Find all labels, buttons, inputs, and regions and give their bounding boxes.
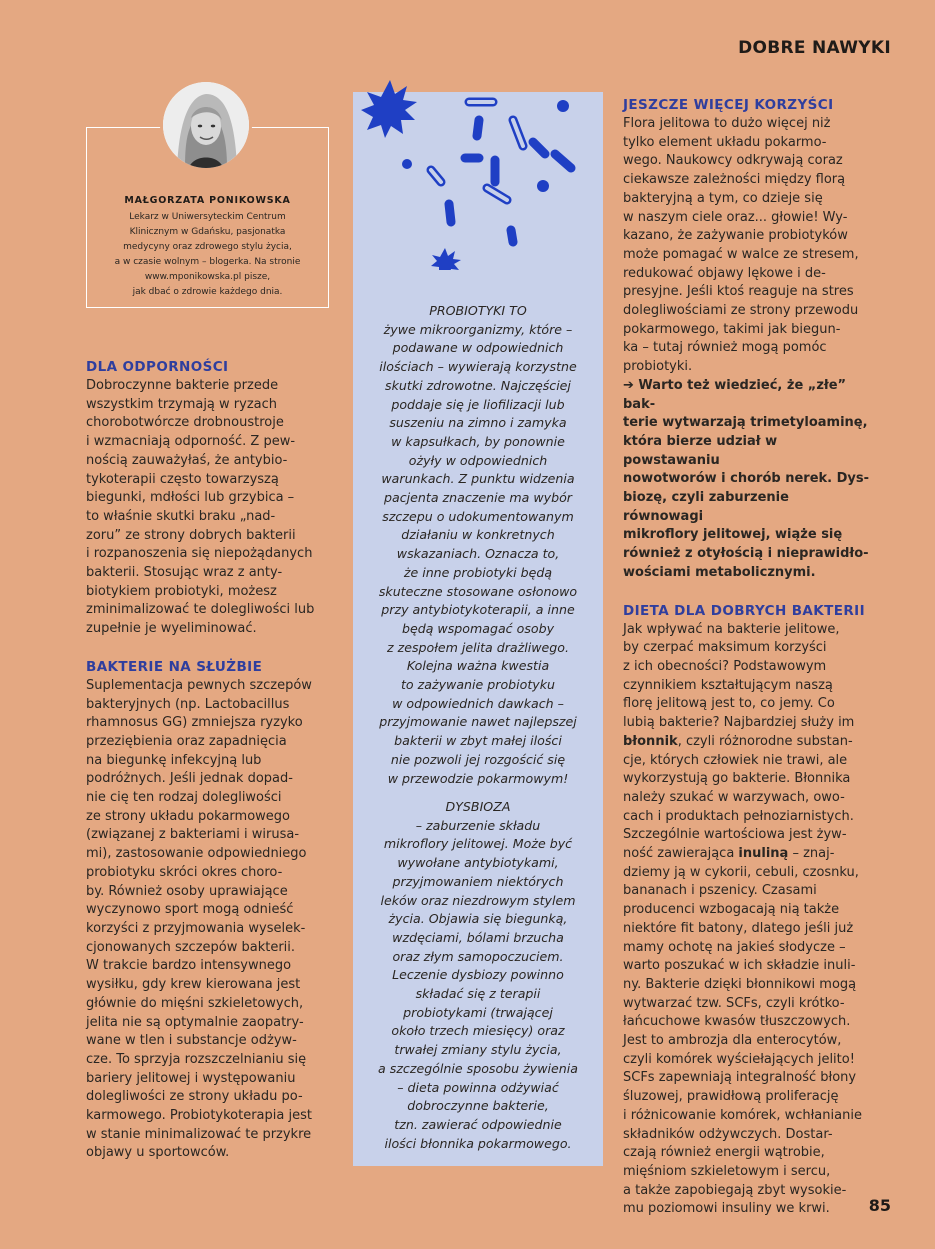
dieta-bold-inulina: inuliną xyxy=(738,846,789,862)
page-number: 85 xyxy=(868,1196,891,1215)
dieta-bold-blonnik: błonnik xyxy=(623,733,678,749)
rod-bacterium-icon xyxy=(533,142,545,154)
dieta-text-3: – znaj- dziemy ją w cykorii, cebuli, czosnku, bananach i pszenicy. Czasami producenci wzbogacają nią także niektóre fit batony, dlatego jeśli już mamy ochotę na jakieś słodycze – warto poszukać w ich składzie inuli- ny. Bakterie dzięki błonnikowi mogą wytwarzać tzw. SCFs, czyli krótko- łańcuchowe kwasów tłuszczowych. Jest to ambrozja dla enterocytów, czyli komórek wyściełających jelito! SCFs zapewniają integralność błony śluzowej, prawidłową proliferację i różnicowanie komórek, wchłanianie składników odżywczych. Dostar- czają również energii wątrobie, mięśniom szkieletowym i sercu, a także zapobiegają zbyt wysokie- mu poziomowi insuliny we krwi. xyxy=(623,846,862,1217)
paragraph-korzysci: Flora jelitowa to dużo więcej niż tylko element układu pokarmo- wego. Naukowcy odkrywają coraz ciekawsze zależności między florą bakteryjną a tym, co dzieje się w naszym ciele oraz... głowie! Wy- kazano, że zażywanie probiotyków może pomagać w walce ze stresem, redukować objawy lękowe i de- presyjne. Jeśli ktoś reaguje na stres dolegliwościami ze strony przewodu pokarmowego, takimi jak biegun- ka – tutaj również mogą pomóc probiotyki. xyxy=(623,116,859,375)
rod-bacterium-icon xyxy=(477,120,479,136)
rod-bacterium-icon xyxy=(555,154,571,168)
right-column xyxy=(623,96,873,1219)
paragraph-dieta xyxy=(623,621,873,1220)
paragraph-warto-wiedziec: ➔ Warto też wiedzieć, że „złe” bak- terie wytwarzają trimetyloaminę, która bierze udział w powstawaniu nowotworów i chorób nerek. Dys- biozę, czyli zaburzenie równowagi mikroflory jelitowej, wiąże się również z otyłością i nieprawidło- wościami metabolicznymi. xyxy=(623,377,870,580)
left-column xyxy=(86,358,336,1163)
spiky-bacterium-icon xyxy=(361,80,417,138)
paragraph-bakterie-na-sluzbie: Suplementacja pewnych szczepów bakteryjnych (np. Lactobacillus rhamnosus GG) zmniejsza ryzyko przeziębienia oraz zapadnięcia na biegunkę infekcyjną lub podróżnych. Jeśli jednak dopad- nie cię ten rodzaj dolegliwości ze strony układu pokarmowego (związanej z bakteriami i wirusa- mi), zastosowanie odpowiedniego probiotyku skróci okres choro- by. Również osoby uprawiające wyczynowo sport mogą odnieść korzyści z przyjmowania wyselek- cjonowanych szczepów bakterii. W trakcie bardzo intensywnego wysiłku, gdy krew kierowana jest głównie do mięśni szkieletowych, jelita nie są optymalnie zaopatry- wane w tlen i substancje odżyw- cze. To sprzyja rozszczelnianiu się bariery jelitowej i występowaniu dolegliwości ze strony układu po- karmowego. Probiotykoterapia jest w stanie minimalizować te przykre objawy u sportowców. xyxy=(86,677,312,1161)
author-name: MAŁGORZATA PONIKOWSKA xyxy=(124,195,291,206)
rod-bacterium-icon xyxy=(449,204,451,222)
paragraph-odpornosc: Dobroczynne bakterie przede wszystkim trzymają w ryzach chorobotwórcze drobnoustroje i wzmacniają odporność. Z pew- nością zauważyłaś, że antybio- tykoterapii często towarzyszą biegunki, mdłości lub grzybica – to właśnie skutki braku „nad- zoru” ze strony dobrych bakterii i rozpanoszenia się niepożądanych bakterii. Stosując wraz z anty- biotykiem probiotyki, możesz zminimalizować te dolegliwości lub zupełnie je wyeliminować. xyxy=(86,378,315,637)
coccus-icon xyxy=(537,180,549,192)
heading-dla-odpornosci: DLA ODPORNOŚCI xyxy=(86,359,229,375)
heading-jeszcze-wiecej-korzysci: JESZCZE WIĘCEJ KORZYŚCI xyxy=(623,97,834,113)
author-portrait-image xyxy=(163,82,249,168)
heading-bakterie-na-sluzbie: BAKTERIE NA SŁUŻBIE xyxy=(86,658,263,675)
dysbioza-box: DYSBIOZA – zaburzenie składu mikroflory jelitowej. Może być wywołane antybiotykami, przyjmowaniem niektórych leków oraz niezdrowym stylem życia. Objawia się biegunką, wzdęciami, bólami brzucha oraz złym samopoczuciem. Leczenie dysbiozy powinno składać się z terapii probiotykami (trwającej około trzech miesięcy) oraz trwałej zmiany stylu życia, a szczególnie sposobu żywienia – dieta powinna odżywiać dobroczynne bakterie, tzn. zawierać odpowiednie ilości błonnika pokarmowego. xyxy=(378,799,578,1151)
dieta-text-1: Jak wpływać na bakterie jelitowe, by czerpać maksimum korzyści z ich obecności? Podstawowym czynnikiem kształtującym naszą florę jelitową jest to, co jemy. Co lubią bakterie? Najbardziej służy im xyxy=(623,621,855,731)
author-bio: Lekarz w Uniwersyteckim Centrum Klinicznym w Gdańsku, pasjonatka medycyny oraz zdrowego stylu życia, a w czasie wolnym – blogerka. Na stronie www.mponikowska.pl pisze, jak dbać o zdrowie każdego dnia. xyxy=(114,212,301,297)
coccus-icon xyxy=(557,100,569,112)
author-avatar xyxy=(163,82,249,168)
heading-dieta-dla-dobrych-bakterii: DIETA DLA DOBRYCH BAKTERII xyxy=(623,602,866,619)
rod-bacterium-icon xyxy=(511,230,513,242)
coccus-icon xyxy=(402,159,412,169)
bacteria-illustration xyxy=(345,70,585,270)
spiky-bacterium-small-icon xyxy=(431,248,461,270)
section-title: DOBRE NAWYKI xyxy=(738,38,891,58)
probiotyki-box: PROBIOTYKI TO żywe mikroorganizmy, które – podawane w odpowiednich ilościach – wywierają korzystne skutki zdrowotne. Najczęściej poddaje się je liofilizacji lub suszeniu na zimno i zamyka w kapsułkach, by ponownie ożyły w odpowiednich warunkach. Z punktu widzenia pacjenta znaczenie ma wybór szczepu o udokumentowanym działaniu w konkretnych wskazaniach. Oznacza to, że inne probiotyki będą skuteczne stosowane osłonowo przy antybiotykoterapii, a inne będą wspomagać osoby z zespołem jelita drażliwego. Kolejna ważna kwestia to zażywanie probiotyku w odpowiednich dawkach – przyjmowanie nawet najlepszej bakterii w zbyt małej ilości nie pozwoli jej rozgościć się w przewodzie pokarmowym! xyxy=(378,303,578,786)
dieta-text-2: , czyli różnorodne substan- cje, których człowiek nie trawi, ale wykorzystują go bakterie. Błonnika należy szukać w warzywach, owo- cach i produktach pełnoziarnistych. Szczególnie wartościowa jest żyw- ność zawierająca xyxy=(623,733,854,862)
